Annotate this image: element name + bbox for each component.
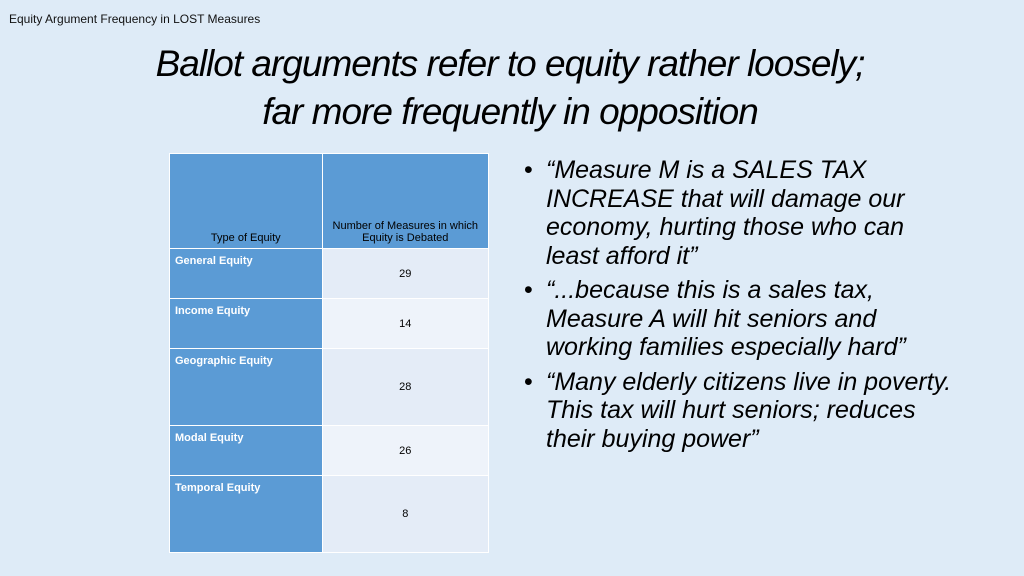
row-type-cell: Geographic Equity xyxy=(170,349,323,426)
quote-list xyxy=(520,156,960,459)
title-line-1: Ballot arguments refer to equity rather loosely; xyxy=(155,43,865,84)
bullet-icon: • xyxy=(524,156,533,184)
row-count-cell: 29 xyxy=(322,249,488,299)
title-line-2: far more frequently in opposition xyxy=(262,91,758,132)
bullet-icon: • xyxy=(524,367,533,396)
column-header-type: Type of Equity xyxy=(170,154,323,249)
list-item xyxy=(520,276,960,362)
list-item xyxy=(520,368,960,454)
row-type-cell: General Equity xyxy=(170,249,323,299)
bullet-icon: • xyxy=(524,276,533,304)
row-count-cell: 8 xyxy=(322,476,488,553)
quote-text: “...because this is a sales tax, Measure A will hit seniors and working families especially hard” xyxy=(546,276,906,361)
row-type-cell: Modal Equity xyxy=(170,426,323,476)
slide-header-label: Equity Argument Frequency in LOST Measures xyxy=(9,12,261,26)
table-header-row xyxy=(170,154,489,249)
table-row xyxy=(170,349,489,426)
table-row xyxy=(170,476,489,553)
list-item xyxy=(520,156,960,270)
table-row xyxy=(170,249,489,299)
equity-frequency-table xyxy=(169,153,489,553)
slide-title xyxy=(40,40,980,136)
table-row xyxy=(170,299,489,349)
row-count-cell: 28 xyxy=(322,349,488,426)
row-count-cell: 26 xyxy=(322,426,488,476)
row-count-cell: 14 xyxy=(322,299,488,349)
row-type-cell: Income Equity xyxy=(170,299,323,349)
quote-text: “Measure M is a SALES TAX INCREASE that will damage our economy, hurting those who can least afford it” xyxy=(546,156,905,270)
column-header-count: Number of Measures in which Equity is Debated xyxy=(322,154,488,249)
row-type-cell: Temporal Equity xyxy=(170,476,323,553)
table-row xyxy=(170,426,489,476)
quote-text: “Many elderly citizens live in poverty. This tax will hurt seniors; reduces their buying power” xyxy=(546,367,952,453)
